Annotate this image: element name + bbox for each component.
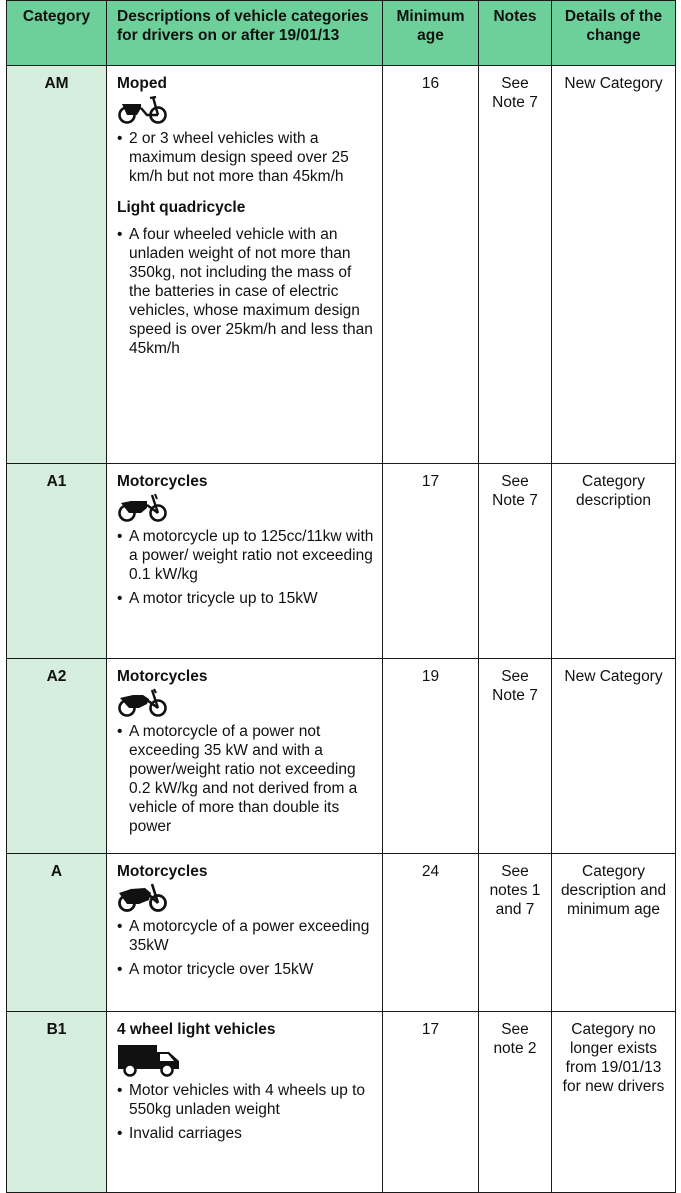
min-age-cell: 19 (383, 659, 479, 854)
category-cell: A2 (7, 659, 107, 854)
details-cell: Category description and minimum age (552, 854, 676, 1012)
header-description: Descriptions of vehicle categories for drivers on or after 19/01/13 (107, 1, 383, 66)
header-row (7, 1, 676, 66)
min-age-cell: 16 (383, 66, 479, 464)
description-cell (107, 464, 383, 659)
vehicle-category-table (6, 0, 676, 1193)
category-cell: A1 (7, 464, 107, 659)
details-cell: Category no longer exists from 19/01/13 for new drivers (552, 1012, 676, 1193)
description-cell (107, 1012, 383, 1193)
table-row (7, 464, 676, 659)
list-item: • A motorcycle up to 125cc/11kw with a power/ weight ratio not exceeding 0.1 kW/kg (117, 527, 374, 584)
details-cell: New Category (552, 66, 676, 464)
min-age-cell: 17 (383, 1012, 479, 1193)
notes-cell: See notes 1 and 7 (479, 854, 552, 1012)
row-title: Moped (117, 75, 167, 92)
row-title: 4 wheel light vehicles (117, 1021, 276, 1038)
notes-cell: See Note 7 (479, 66, 552, 464)
description-cell (107, 659, 383, 854)
list-item: • 2 or 3 wheel vehicles with a maximum design speed over 25 km/h but not more than 45km/h (117, 129, 374, 186)
list-item: • Motor vehicles with 4 wheels up to 550kg unladen weight (117, 1081, 374, 1119)
row-title: Motorcycles (117, 863, 208, 880)
details-cell: New Category (552, 659, 676, 854)
header-details: Details of the change (552, 1, 676, 66)
light-van-icon (117, 1041, 183, 1077)
list-item: • Invalid carriages (117, 1124, 374, 1143)
description-cell (107, 66, 383, 464)
medium-motorcycle-icon (117, 688, 169, 718)
min-age-cell: 17 (383, 464, 479, 659)
list-item: • A motor tricycle up to 15kW (117, 589, 374, 608)
notes-cell: See Note 7 (479, 659, 552, 854)
description-cell (107, 854, 383, 1012)
row-subtitle: Light quadricycle (117, 199, 246, 216)
small-motorcycle-icon (117, 493, 169, 523)
details-cell: Category description (552, 464, 676, 659)
list-item: • A motor tricycle over 15kW (117, 960, 374, 979)
category-cell: B1 (7, 1012, 107, 1193)
table-row (7, 66, 676, 464)
row-title: Motorcycles (117, 668, 208, 685)
large-motorcycle-icon (117, 883, 169, 913)
notes-cell: See note 2 (479, 1012, 552, 1193)
list-item: • A four wheeled vehicle with an unladen weight of not more than 350kg, not including the mass of the batteries in case of electric vehicles, whose maximum design speed is over 25km/h and less than 45km/h (117, 225, 374, 358)
table-header (7, 1, 676, 66)
category-cell: AM (7, 66, 107, 464)
table-row (7, 659, 676, 854)
moped-icon (117, 95, 169, 125)
table-row (7, 854, 676, 1012)
min-age-cell: 24 (383, 854, 479, 1012)
notes-cell: See Note 7 (479, 464, 552, 659)
table-row (7, 1012, 676, 1193)
header-category: Category (7, 1, 107, 66)
header-notes: Notes (479, 1, 552, 66)
header-minimum-age: Minimum age (383, 1, 479, 66)
list-item: • A motorcycle of a power not exceeding 35 kW and with a power/weight ratio not exceeding 0.2 kW/kg and not derived from a vehicle of more than double its power (117, 722, 374, 836)
list-item: • A motorcycle of a power exceeding 35kW (117, 917, 374, 955)
row-title: Motorcycles (117, 473, 208, 490)
category-cell: A (7, 854, 107, 1012)
